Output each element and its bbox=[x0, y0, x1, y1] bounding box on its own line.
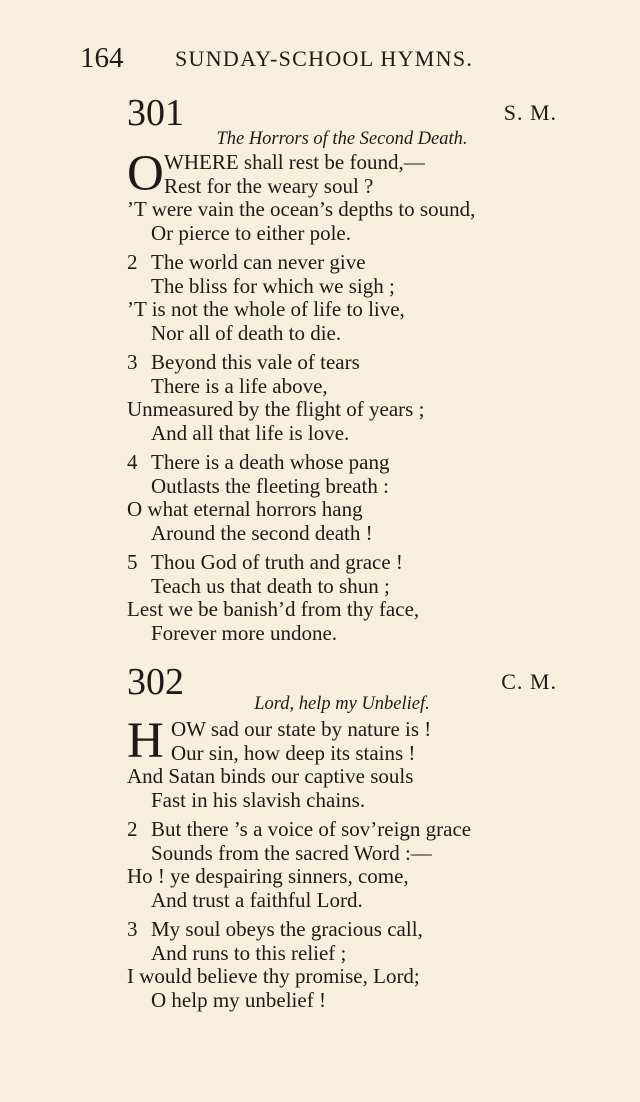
verse-line: The bliss for which we sigh ; bbox=[151, 273, 395, 298]
hymn-301 bbox=[127, 93, 597, 651]
verse-line: ’T is not the whole of life to live, bbox=[127, 297, 405, 321]
stanza-4 bbox=[127, 451, 597, 545]
stanza-number: 3 bbox=[127, 350, 138, 374]
hymn-subtitle: Lord, help my Unbelief. bbox=[254, 694, 430, 714]
verse-line: My soul obeys the gracious call, bbox=[151, 917, 423, 941]
verse-line: And Satan binds our captive souls bbox=[127, 764, 414, 788]
verse-line: Or pierce to either pole. bbox=[151, 220, 351, 245]
verse-line: Outlasts the fleeting breath : bbox=[151, 473, 389, 498]
verse-line: Rest for the weary soul ? bbox=[164, 173, 374, 198]
verse-line: And trust a faithful Lord. bbox=[151, 887, 363, 912]
stanza-number: 2 bbox=[127, 250, 138, 274]
stanza-1 bbox=[127, 146, 597, 245]
verse-line: Beyond this vale of tears bbox=[151, 350, 360, 374]
verse-line: Around the second death ! bbox=[151, 520, 373, 545]
verse-line: O what eternal horrors hang bbox=[127, 497, 363, 521]
hymn-number: 302 bbox=[127, 661, 184, 703]
stanza-5 bbox=[127, 551, 597, 645]
drop-cap: H bbox=[127, 713, 164, 769]
verse-line: Ho ! ye despairing sinners, come, bbox=[127, 864, 409, 888]
verse-line: Unmeasured by the flight of years ; bbox=[127, 397, 425, 421]
drop-cap: O bbox=[127, 146, 164, 202]
hymn-number: 301 bbox=[127, 92, 184, 134]
verse-line: The world can never give bbox=[151, 250, 366, 274]
verse-line: Forever more undone. bbox=[151, 620, 338, 645]
verse-line: And runs to this relief ; bbox=[151, 940, 347, 965]
stanza-number: 2 bbox=[127, 817, 138, 841]
verse-line: I would believe thy promise, Lord; bbox=[127, 964, 420, 988]
page-number: 164 bbox=[80, 42, 124, 74]
verse-line: Teach us that death to shun ; bbox=[151, 573, 390, 598]
stanza-1 bbox=[127, 713, 597, 812]
verse-line: There is a death whose pang bbox=[151, 450, 390, 474]
stanza-2 bbox=[127, 251, 597, 345]
stanza-2 bbox=[127, 818, 597, 912]
verse-line: O help my unbelief ! bbox=[151, 987, 326, 1012]
verse-line: Lest we be banish’d from thy face, bbox=[127, 597, 420, 621]
hymn-302 bbox=[127, 662, 597, 1018]
verse-line: OW sad our state by nature is ! bbox=[171, 717, 432, 741]
stanza-number: 5 bbox=[127, 550, 138, 574]
running-title: SUNDAY-SCHOOL HYMNS. bbox=[175, 46, 474, 71]
stanza-3 bbox=[127, 918, 597, 1012]
verse-line: Thou God of truth and grace ! bbox=[151, 550, 403, 574]
hymn-meter: S. M. bbox=[503, 100, 557, 125]
hymn-subtitle: The Horrors of the Second Death. bbox=[216, 129, 468, 149]
verse-line: There is a life above, bbox=[151, 373, 328, 398]
stanza-number: 4 bbox=[127, 450, 138, 474]
verse-line: WHERE shall rest be found,— bbox=[164, 150, 425, 174]
verse-line: Our sin, how deep its stains ! bbox=[171, 740, 416, 765]
verse-line: ’T were vain the ocean’s depths to sound, bbox=[127, 197, 476, 221]
stanza-3 bbox=[127, 351, 597, 445]
running-head bbox=[80, 40, 520, 76]
stanza-number: 3 bbox=[127, 917, 138, 941]
verse-line: Sounds from the sacred Word :— bbox=[151, 840, 432, 865]
verse-line: Nor all of death to die. bbox=[151, 320, 342, 345]
hymn-meter: C. M. bbox=[501, 669, 557, 694]
verse-line: But there ’s a voice of sov’reign grace bbox=[151, 817, 472, 841]
hymn-header bbox=[127, 93, 597, 133]
verse-line: Fast in his slavish chains. bbox=[151, 787, 366, 812]
verse-line: And all that life is love. bbox=[151, 420, 350, 445]
